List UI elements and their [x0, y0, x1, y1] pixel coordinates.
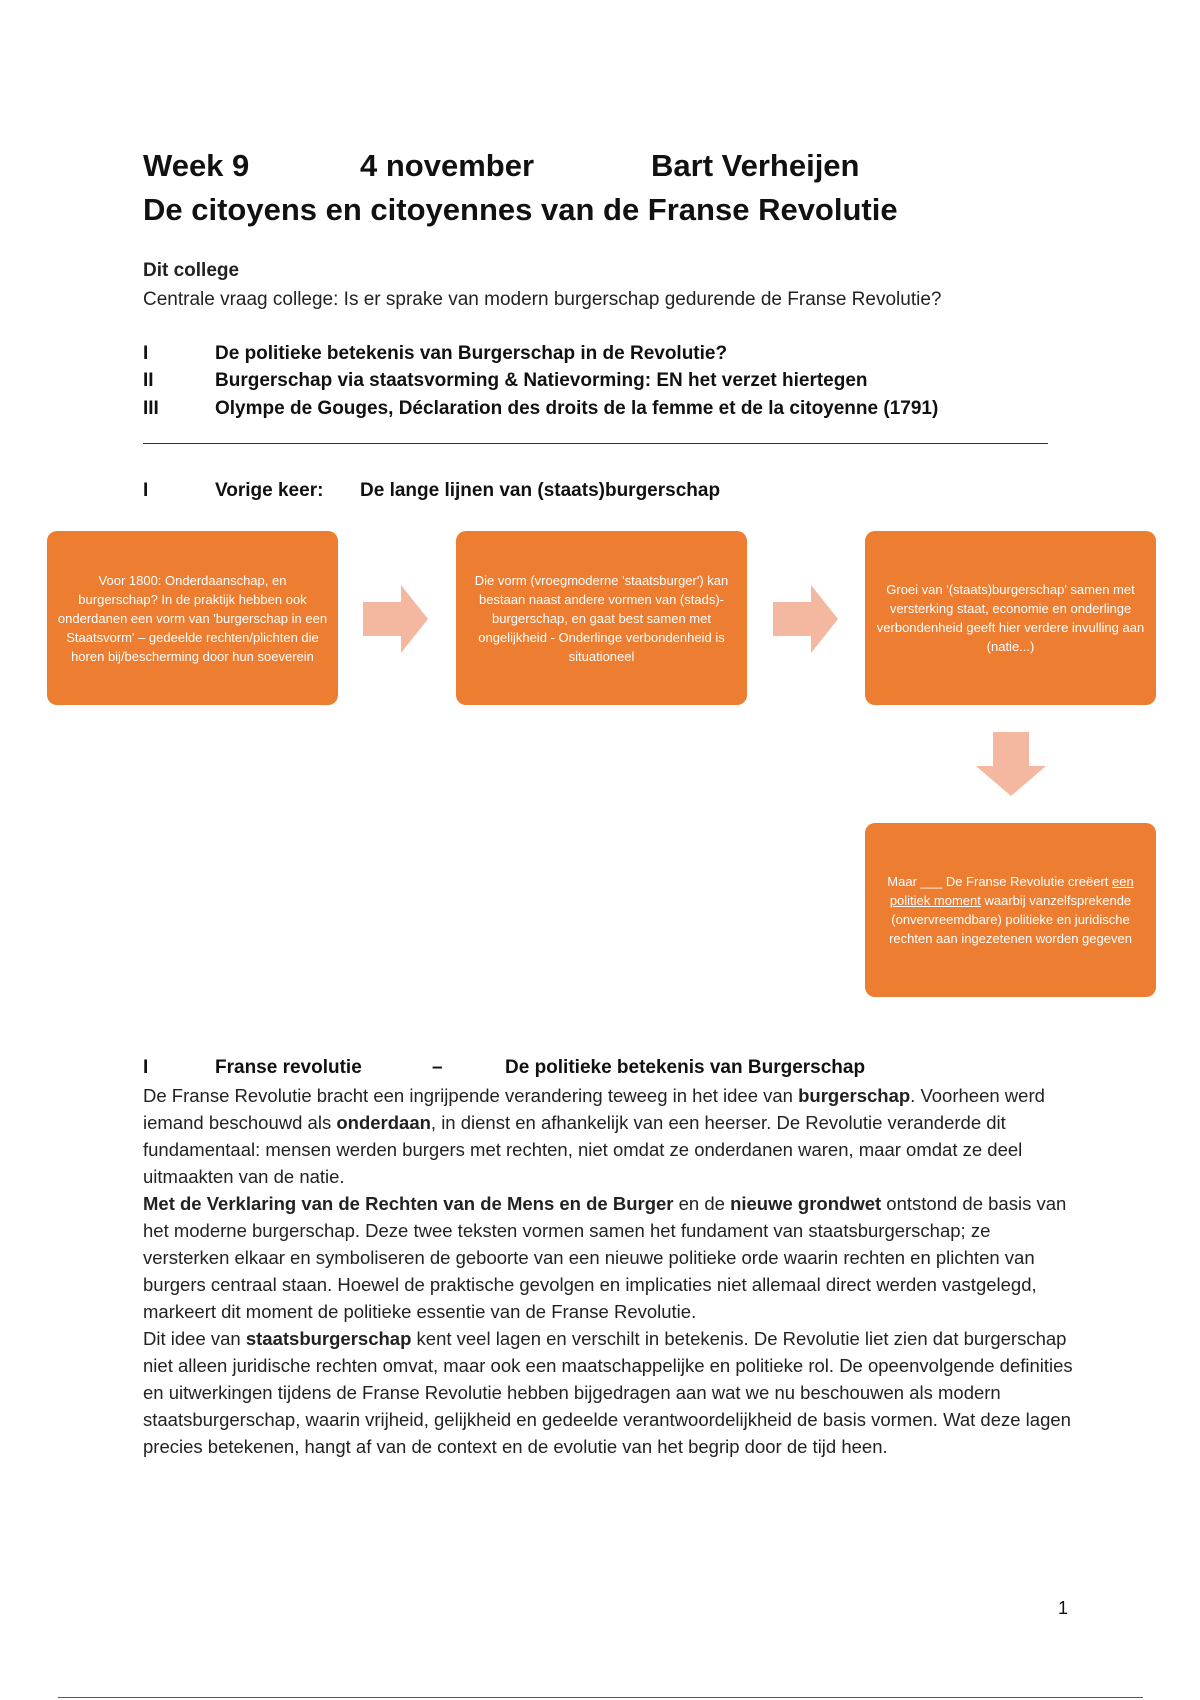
- section-right-title: De politieke betekenis van Burgerschap: [505, 1057, 866, 1078]
- text-run: en de: [673, 1193, 731, 1214]
- agenda-item: Burgerschap via staatsvorming & Natievorming: EN het verzet hiertegen: [215, 370, 868, 391]
- diagram-box-3: [865, 531, 1156, 705]
- week-label: Week 9: [143, 148, 250, 183]
- diagram-box-4-text: [875, 872, 1146, 948]
- bold-term: onderdaan: [336, 1112, 431, 1133]
- section-title: De lange lijnen van (staats)burgerschap: [360, 480, 721, 501]
- agenda-item: De politieke betekenis van Burgerschap in de Revolutie?: [215, 343, 728, 364]
- text-run: , in dienst en afhankelijk van een heerser. De Revolutie veranderde dit fundamentaal: mensen werden burgers met rechten, niet omdat ze onderdanen waren, maar omdat ze deel uitmaakten van de natie.: [143, 1112, 1023, 1187]
- agenda-number: I: [143, 343, 149, 364]
- text-run: . Voorheen werd iemand beschouwd als: [143, 1085, 1045, 1133]
- diagram-box-1: [47, 531, 338, 705]
- section-left-title: Franse revolutie: [215, 1057, 362, 1078]
- text-run: ontstond de basis van het moderne burgerschap. Deze twee teksten vormen samen het fundament van staatsburgerschap; ze versterken elkaar en symboliseren de geboorte van een nieuwe politieke orde waarin rechten en plichten van burgers centraal staan. Hoewel de praktische gevolgen en implicaties niet allemaal direct werden vastgelegd, markeert dit moment de politieke essentie van de Franse Revolutie.: [143, 1193, 1067, 1322]
- body-text: [143, 1082, 1078, 1460]
- section-number: I: [143, 480, 149, 501]
- agenda-number: II: [143, 370, 154, 391]
- page-number: 1: [1058, 1598, 1069, 1618]
- diagram-box-2: [456, 531, 747, 705]
- paragraph-3: [143, 1325, 1078, 1460]
- text-run: kent veel lagen en verschilt in betekenis. De Revolutie liet zien dat burgerschap niet alleen juridische rechten omvat, maar ook een maatschappelijke en politieke rol. De opeenvolgende definities en uitwerkingen tijdens de Franse Revolutie hebben bijgedragen aan wat we nu beschouwen als modern staatsburgerschap, waarin vrijheid, gelijkheid en gedeelde verantwoordelijkheid de basis vormen. Wat deze lagen precies betekenen, hangt af van de context en de evolutie van het begrip door de tijd heen.: [143, 1328, 1073, 1457]
- arrow-right-icon: [773, 585, 838, 653]
- box4-text-pre: Maar ___ De Franse Revolutie creëert: [887, 874, 1112, 889]
- date-label: 4 november: [360, 148, 535, 183]
- author-name: Bart Verheijen: [651, 148, 860, 183]
- diagram-box-2-text: Die vorm (vroegmoderne 'staatsburger') kan bestaan naast andere vormen van (stads)-burgerschap, en gaat best samen met ongelijkheid - Onderlinge verbondenheid is situationeel: [474, 572, 729, 664]
- page-title: De citoyens en citoyennes van de Franse Revolutie: [143, 192, 898, 227]
- bold-term: nieuwe grondwet: [730, 1193, 882, 1214]
- diagram-box-1-text: Voor 1800: Onderdaanschap, en burgerschap? In de praktijk hebben ook onderdanen een vorm van 'burgerschap in een Staatsvorm' – gedeelde rechten/plichten die horen bij/bescherming door hun soeverein: [57, 572, 328, 664]
- arrow-right-icon: [363, 585, 428, 653]
- section-dash: –: [432, 1057, 443, 1078]
- central-question: Centrale vraag college: Is er sprake van modern burgerschap gedurende de Franse Revolutie?: [143, 289, 942, 310]
- section-divider: [143, 443, 1048, 444]
- paragraph-1: [143, 1082, 1078, 1190]
- page-bottom-divider: [58, 1697, 1143, 1698]
- box4-text-post: waarbij vanzelfsprekende (onvervreemdbare) politieke en juridische rechten aan ingezetenen worden gegeven: [889, 893, 1132, 946]
- bold-term: Met de Verklaring van de Rechten van de Mens en de Burger: [143, 1193, 674, 1214]
- paragraph-2: [143, 1190, 1078, 1325]
- diagram-box-4: [865, 823, 1156, 997]
- text-run: Dit idee van: [143, 1328, 246, 1349]
- section-number: I: [143, 1057, 149, 1078]
- text-run: De Franse Revolutie bracht een ingrijpende verandering teweeg in het idee van: [143, 1085, 799, 1106]
- agenda-item: Olympe de Gouges, Déclaration des droits de la femme et de la citoyenne (1791): [215, 398, 939, 419]
- intro-heading: Dit college: [143, 260, 240, 281]
- bold-term: staatsburgerschap: [245, 1328, 412, 1349]
- bold-term: burgerschap: [798, 1085, 911, 1106]
- diagram-box-3-text: Groei van '(staats)burgerschap' samen met versterking staat, economie en onderlinge verbondenheid geeft hier verdere invulling aan (natie...): [876, 582, 1145, 654]
- agenda-number: III: [143, 398, 159, 419]
- box4-text-underlined: een politiek moment: [889, 874, 1134, 908]
- arrow-down-icon: [976, 732, 1046, 796]
- section-label: Vorige keer:: [215, 480, 324, 501]
